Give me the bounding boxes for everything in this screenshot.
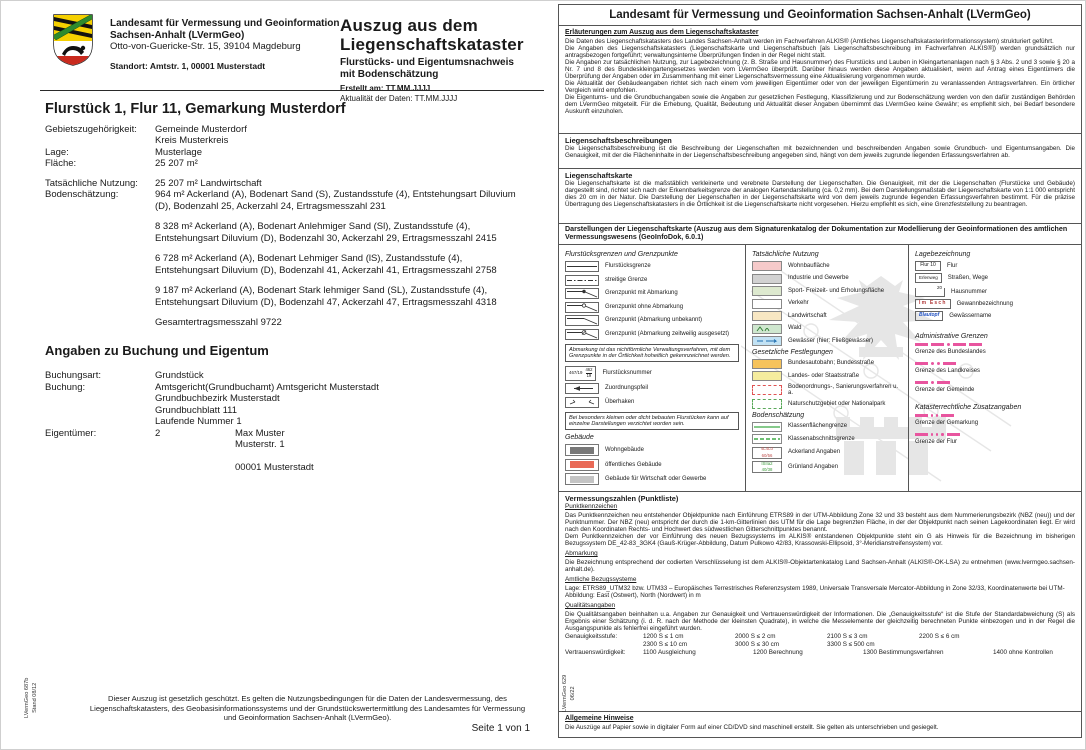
gemeinde-boundary-pattern [915,381,1075,385]
legend-label: Grenze des Bundeslandes [915,348,986,355]
section-liegenschaftsbeschreibungen [558,134,1082,169]
page-number: Seite 1 von 1 [471,723,530,734]
klassenabschnittsgrenze-symbol [752,434,782,444]
section-heading: Darstellungen der Liegenschaftskarte (Auszug aus dem Signaturenkatalog der Dokumentation zur Modellierung der Geoinformationen des amtlichen Vermessungswesens (GeoInfoDok, 6.0.1) [565,225,1068,241]
verkehr-swatch [752,299,782,309]
boundary-point-suspended-symbol [565,329,599,340]
legend-label: Gebäude für Wirtschaft oder Gewerbe [605,476,707,483]
legend-row [565,261,739,272]
legend-row [565,302,739,313]
paragraph: Die Angaben des Liegenschaftskatasters (Liegenschaftskarte und Liegenschaftsbuch [als Liegenschaftsbeschreibung im Fachverfahren ALKIS®]) werden grundsätzlich nur antragsbezogen fortgeführt; verwaltungsinterne Überprüfungen finden in der Regel nicht statt. [565,45,1075,59]
section-erlaeuterungen [558,26,1082,134]
paragraph: Die Eigentums- und die Grundbuchangaben sowie die Angaben zur gesetzlichen Festlegung, Klassifizierung und zur Bodenschätzung werden von den dafür zuständigen Behörden dem LVermGeo mitgeteilt. Für die Erhebung, Qualität, Bedeutung und Aktualität dieser Angaben übernimmt das LVermGeo keine Gewähr; es empfiehlt sich, bei Bedarf besondere Auskunft einzuholen. [565,94,1075,115]
legend-label: Gewannbezeichnung [956,300,1013,307]
field-label: Lage: [45,146,69,158]
gruenland-symbol [752,461,782,473]
paragraph: Die Liegenschaftskarte ist die maßstäblich verkleinerte und verebnete Darstellung der Liegenschaften. Die Genauigkeit, mit der die Liegenschaften (Flurstücke und Gebäude) dargestellt sind, richtet sich nach der Erkennbarkeitsgrenze der analogen Kartendarstellung (ca. 0,2 mm). Bei dem Darstellungsmaßstab der Liegenschaftskarte von 1:1 000 entspricht dies 20 cm in der Natur. Die Darstellung der Liegenschaften in der Liegenschaftskarte wird von dem jeweils zugrunde liegenden Erfassungsverfahren bestimmt. Für die präzise Übertragung des Liegenschaftskatasters in die Örtlichkeit ist die Liegenschaftskarte nicht vorgesehen. Hierzu empfiehlt es sich, eine Grenzfeststellung zu beantragen. [565,180,1075,208]
genauigkeit-row-2 [565,641,1075,648]
legend-row [752,384,902,397]
bodensch-item: 964 m² Ackerland (A), Bodenart Sand (S), Zustandsstufe (4), Entstehungsart Diluvium (D), Bodenzahl 25, Ackerzahl 24, Ertragsmesszahl 231 [155,189,516,212]
legend-label: öffentliches Gebäude [605,461,662,468]
legend-row [565,329,739,340]
flur-boundary-pattern [915,433,1075,437]
legend-label: Hausnummer [951,288,988,295]
paragraph: Die Auszüge auf Papier sowie in digitaler Form auf einer CD/DVD sind maschinell erstellt. Sie gelten als unterschrieben und gesiegelt. [565,724,939,731]
genauigkeit-item: 3000 S ≤ 30 cm [735,641,780,648]
legend-label: Zuordnungspfeil [605,385,649,392]
gruen-line1: lSIIa2 [761,460,773,466]
doc-title-line2: Liegenschaftskataster [340,35,524,54]
paragraph: Die Daten des Liegenschaftskatasters des Landes Sachsen-Anhalt werden im Fachverfahren ALKIS® (Amtliches Liegenschaftskatasterinformationssystem) strukturiert geführt. [565,38,1054,45]
bundesstrasse-swatch [752,359,782,369]
parcel-heading: Flurstück 1, Flur 11, Gemarkung Musterdorf [45,101,346,117]
legend-heading: Tatsächliche Nutzung [752,251,819,258]
paragraph: Dem Punktkennzeichen der vor Einführung des neuen Bezugssystems im ALKIS® entstandenen Objektpunkte steht ein G als Hinweis für die Bezeichnung im bisherigen Bezugssystem DE_42-83_3GK4 (Gauß-Krüger-Abbildung, Datum Pulkowo 42/83, Krassowski-Ellipsoid, 3°-Meridianstreifensystem) vor. [565,533,1075,547]
boundary-point-marked-symbol [565,288,599,299]
wohnbauflaeche-swatch [752,261,782,271]
legend-label: Wald [788,325,802,332]
org-name-line2: Sachsen-Anhalt (LVermGeo) [110,29,245,41]
section-darstellungen-heading [558,224,1082,245]
legend-row [565,275,739,286]
gewaesser-swatch [752,336,782,346]
legend-row [752,336,902,346]
vertrauen-row [565,649,1075,656]
legend-heading: Flurstücksgrenzen und Grenzpunkte [565,251,678,258]
form-code-right [562,675,577,712]
org-name-line1: Landesamt für Vermessung und Geoinformation [110,18,340,29]
legend-row [565,366,739,380]
commercial-building-swatch [565,473,599,485]
legend-row [565,473,739,485]
legend-label: Klassenabschnittsgrenze [788,435,855,442]
legend-label: Wohnbaufläche [788,262,830,269]
paragraph: Die Bezeichnung entsprechend der codierten Verschlüsselung ist dem ALKIS®-Objektartenkatalog Land Sachsen-Anhalt (ALKIS®-OK-LSA) zu entnehmen (www.lvermgeo.sachsen-anhalt.de). [565,559,1075,573]
paragraph: Die Liegenschaftsbeschreibung ist die Beschreibung der Liegenschaften mit bezeichnenden und beschreibenden Angaben sowie Grundbuch- und Eigentumsangaben. Die Genauigkeit, mit der die Flächeninhalte in der Liegenschaftsbeschreibung angegeben sind, hängt von dem jeweils zugrunde liegenden Erfassungsverfahren ab. [565,145,1075,159]
legend-label: Bundesautobahn; Bundesstraße [788,360,875,367]
legend-label: streitige Grenze [605,276,648,283]
frac-bottom: 19 [586,372,592,378]
field-value: Grundstück [155,370,204,381]
explanations-header: Landesamt für Vermessung und Geoinformation Sachsen-Anhalt (LVermGeo) [558,4,1082,26]
buchung-line: Laufende Nummer 1 [155,416,242,427]
legend-row [915,273,1075,283]
form-code-left [24,678,39,718]
field-bodenschaetzung [45,189,523,212]
owner-name: Max Muster [235,427,285,439]
ackerland-symbol [752,447,782,459]
wald-swatch [752,324,782,334]
parcel-content [45,101,523,474]
legend-heading: Bodenschätzung [752,411,805,419]
legend-label: Gewässer (hier: Fließgewässer) [788,337,874,344]
buchung-line: Grundbuchbezirk Musterstadt [155,393,280,404]
field-value: Musterlage [155,146,202,158]
legend-label: Grenzpunkt (Abmarkung zeitweilig ausgesetzt) [605,330,730,337]
header-divider [40,90,544,91]
legend-row [565,315,739,326]
owner-number: 2 [155,427,161,439]
legend-label: Flurstücksnummer [602,370,652,377]
gruen-line2: 40/38 [761,467,773,472]
gemarkung-boundary-pattern [915,414,1075,418]
frac-top: 462 [585,367,593,373]
section-heading: Liegenschaftsbeschreibungen [565,136,672,145]
paragraph: Die Qualitätsangaben beinhalten u.a. Angaben zur Genauigkeit und Vertrauenswürdigkeit der Informationen. Die „Genauigkeitsstufe“ ist die Stufe der Standardabweichung (S) als Ergebnis einer Schätzung (i. d. R. nach der Methode der kleinsten Quadrate), in welche die Messelemente der gleichzeitig berechneten Punkte einbezogen und in der Regel die Ausgangspunkte als fehlerfrei eingeführt wurden. [565,611,1075,632]
legend-col-nutzung [746,245,909,491]
legend-row [752,261,902,271]
gewaessername-symbol: Blautopf [915,311,943,321]
boundary-disputed-symbol [565,275,599,286]
public-building-swatch [565,459,599,471]
legend-heading: Lagebezeichnung [915,251,971,258]
legend-heading: Gesetzliche Festlegungen [752,348,833,356]
industrie-swatch [752,274,782,284]
klassenflaechengrenze-symbol [752,422,782,432]
legend-row [565,444,739,456]
field-label: Gebietszugehörigkeit: [45,123,137,135]
legend-row [752,311,902,321]
genauigkeit-item: 3300 S ≤ 500 cm [827,641,875,648]
vertrauen-item: 1400 ohne Kontrollen [993,649,1053,656]
legend-row [565,459,739,471]
paragraph: Das Punktkennzeichen neu entstehender Objektpunkte nach Einführung ETRS89 in der UTM-Abbildung Zone 32 und 33 besteht aus dem Nummerierungsbezirk (NBZ (neu)) und der Punktnummer. Der NBZ (neu) entspricht der durch die 1-km-Gitterlinien des UTM für die Lage begrenzten Fläche, in der der Objektpunkt nach seinen Lagekoordinaten liegt. Er wird nach den Koordinaten Rechts- und Hochwert des südwestlichen Gitterschnittpunktes benannt. [565,512,1075,533]
genauigkeit-row-1 [565,633,1075,640]
legend-label: Flur [947,262,958,269]
data-currency-date: Aktualität der Daten: TT.MM.JJJJ [340,93,458,103]
boundary-pattern-group [915,414,1075,446]
vertrauen-label: Vertrauenswürdigkeit: [565,649,626,656]
bodensch-total: Gesamtertragsmesszahl 9722 [155,317,282,328]
sport-swatch [752,286,782,296]
legend-heading: Administrative Grenzen [915,332,988,340]
legend-row [752,324,902,334]
owner-city: 00001 Musterstadt [235,462,314,473]
legend-label: Industrie und Gewerbe [788,275,849,282]
parcel-number-b [585,368,592,378]
section-liegenschaftskarte [558,169,1082,224]
acker-line1: sL4Lö [761,446,773,451]
field-label: Buchungsart: [45,370,101,381]
legend-col-lage [909,245,1081,491]
field-label: Bodenschätzung: [45,189,119,200]
field-buchungsart [45,370,523,382]
bundesland-boundary-pattern [915,343,1075,347]
section-allgemeine-hinweise [558,712,1082,738]
legend-row [752,274,902,284]
legend-label: Flurstücksgrenze [605,263,651,270]
flur-symbol: Flur 10 [915,261,941,271]
genauigkeit-item: 2200 S ≤ 6 cm [919,633,960,640]
legend-row [915,311,1075,321]
legend-label: Grenze der Gemarkung [915,419,979,426]
field-lage [45,147,523,159]
bodensch-item: 6 728 m² Ackerland (A), Bodenart Lehmiger Sand (lS), Zustandsstufe (4), Entstehungsart Diluvium (D), Bodenzahl 41, Ackerzahl 41, Ertragsmesszahl 2758 [155,253,497,276]
form-code-line: 06/22 [569,686,576,701]
legend-label: Straßen, Wege [947,274,989,281]
legend-label: Verkehr [788,300,809,307]
genauigkeit-item: 2100 S ≤ 3 cm [827,633,868,640]
created-date: Erstellt am: TT.MM.JJJJ [340,84,431,93]
paragraph: Lage: ETRS89_UTM32 bzw. UTM33 – Europäisches Terrestrisches Referenzsystem 1989, Universale Transversale Mercator-Abbildung in Zone 32/33, Koordinatenwerte bei UTM-Abbildung: East (Ostwert), North (Nordwert) in m [565,585,1065,599]
genauigkeit-label: Genauigkeitsstufe: [565,633,618,640]
field-gebiet [45,124,523,147]
field-flaeche [45,158,523,170]
doc-title-line1: Auszug aus dem [340,16,478,35]
buchung-line: Grundbuchblatt 111 [155,404,238,416]
field-label: Eigentümer: [45,427,97,439]
legend-label: Grenzpunkt ohne Abmarkung [605,303,684,310]
legend-row [915,299,1075,309]
legend-label: Landes- oder Staatsstraße [788,372,860,379]
org-address: Otto-von-Guericke-Str. 15, 39104 Magdeburg [110,41,301,52]
sub-heading: Amtliche Bezugssysteme [565,576,637,583]
legend-row [752,422,902,432]
legend-label: Grenzpunkt mit Abmarkung [605,290,678,297]
ueberhaken-symbol [565,397,599,408]
landwirtschaft-swatch [752,311,782,321]
section-heading: Erläuterungen zum Auszug aus dem Liegenschaftskataster [565,29,759,36]
legend-label: Wohngebäude [605,447,644,454]
owner-street: Musterstr. 1 [235,439,285,450]
legend-label: Grünland Angaben [788,463,839,470]
boundary-point-unknown-symbol [565,315,599,326]
section-heading: Vermessungszahlen (Punktliste) [565,494,679,503]
paragraph: Die Angaben zur tatsächlichen Nutzung, zur Lagebezeichnung (z. B. Straße und Hausnummer) des Flurstücks und Lauben in Kleingartenanlagen nach § 3 Abs. 2 und 3 sowie § 20 a Nr. 7 und 8 des Bundeskleingartengesetzes werden vom LVermGeo überprüft. Darüber hinaus werden diese Angaben aktualisiert, wenn auf Antrag eines Eigentümers die Überprüfung der Angaben oder im Zusammenhang mit einer Liegenschaftsvermessung eine Aktualisierung vorgenommen wurde. [565,59,1075,80]
section-vermessungszahlen [558,492,1082,712]
legend-label: Grenzpunkt (Abmarkung unbekannt) [605,317,703,324]
legend-row [752,359,902,369]
boundary-solid-symbol [565,261,599,272]
genauigkeit-item: 2300 S ≤ 10 cm [643,641,688,648]
legend-row [752,461,902,473]
field-label: Buchung: [45,381,86,393]
legend-label: Bodenordnungs-, Sanierungsverfahren u. a. [788,383,899,396]
zuordnungspfeil-symbol [565,383,599,394]
legend-label: Grenze des Landkreises [915,367,981,374]
section-heading: Allgemeine Hinweise [565,715,634,722]
legend-row [752,299,902,309]
form-code-line: LVermGeo 629 [562,674,568,712]
sub-heading: Qualitätsangaben [565,602,616,609]
page-2 [558,4,1082,738]
booking-heading: Angaben zu Buchung und Eigentum [45,342,269,358]
boundary-point-unmarked-symbol [565,302,599,313]
section-heading: Liegenschaftskarte [565,171,633,180]
field-value: Gemeinde Musterdorf [155,123,247,135]
protection-note: Dieser Auszug ist gesetzlich geschützt. Es gelten die Nutzungsbedingungen für die Daten der Landesvermessung, des Liegenschaftskatasters, des Geobasisinformationssystems und der Grundstückswertermittlung des Landesamtes für Vermessung und Geoinformation Sachsen-Anhalt (LVermGeo). [89,694,526,722]
field-nutzung [45,178,523,190]
field-value: 25 207 m² [155,158,198,169]
staatsstrasse-swatch [752,371,782,381]
legend-label: Gewässername [949,312,992,319]
hausnummer-value: 20 [936,284,942,290]
legend-row [752,399,902,409]
field-value: 25 207 m² Landwirtschaft [155,177,262,189]
legend-row [915,284,1075,297]
legend-label: Grenze der Flur [915,438,958,445]
legend-row [752,434,902,444]
field-buchung [45,382,523,428]
genauigkeit-item: 2000 S ≤ 2 cm [735,633,776,640]
landkreis-boundary-pattern [915,362,1075,366]
vertrauen-item: 1300 Bestimmungsverfahren [863,649,944,656]
legend-row [915,261,1075,271]
sender-address-block [110,18,339,72]
gewann-symbol: Im Esch [915,299,951,309]
doc-subtitle-line1: Flurstücks- und Eigentumsnachweis [340,57,514,68]
legend-row [565,383,739,394]
sub-heading: Punktkennzeichen [565,503,618,510]
form-code-line: LVermGeo 687b [24,677,30,718]
legend-label: Überhaken [605,398,635,405]
legend-row [565,397,739,408]
legend-heading: Katasterrechtliche Zusatzangaben [915,403,1022,411]
bodenordnung-swatch [752,385,782,395]
residential-building-swatch [565,444,599,456]
legend-heading: Gebäude [565,434,594,442]
naturschutz-swatch [752,399,782,409]
legend-label: Ackerland Angaben [788,449,841,456]
legend-label: Sport- Freizeit- und Erholungsfläche [788,287,885,294]
legend-label: Grenze der Gemeinde [915,386,975,393]
parcel-number-symbol [565,366,596,380]
acker-line2: 60/56 [761,452,773,458]
coat-of-arms-logo [52,14,94,66]
doc-subtitle-line2: mit Bodenschätzung [340,68,439,80]
legend-col-grenzen [559,245,746,491]
parcel-number-a: 467/19 [569,370,583,376]
genauigkeit-item: 1200 S ≤ 1 cm [643,633,684,640]
legend-label: Landwirtschaft [788,312,827,319]
buchung-line: Amtsgericht(Grundbuchamt) Amtsgericht Musterstadt [155,381,379,393]
strasse-symbol: Erlenweg [915,273,942,283]
legend-label: Klassenflächengrenze [788,423,848,430]
vertrauen-item: 1100 Ausgleichung [643,649,696,656]
bodensch-item: 9 187 m² Ackerland (A), Bodenart Stark lehmiger Sand (SL), Zustandsstufe (4), Entstehungsart Diluvium (D), Bodenzahl 47, Ackerzahl 47, Ertragsmesszahl 4318 [155,285,497,308]
hausnummer-symbol [915,284,945,297]
boundary-pattern-group [915,343,1075,394]
legend-row [752,371,902,381]
paragraph: Die Aktualität der Gebäudeangaben richtet sich nach einem vom jeweiligen Eigentümer oder von der jeweiligen Eigentümerin zu veranlassenden Antragsverfahren. Ein örtlicher Vergleich wird empfohlen. [565,80,1075,94]
legend-row [752,286,902,296]
sub-heading: Abmarkung [565,550,598,557]
legend-label: Naturschutzgebiet oder Nationalpark [788,400,886,407]
org-standort: Standort: Amtstr. 1, 00001 Musterstadt [110,60,266,71]
bodensch-item: 8 328 m² Ackerland (A), Bodenart Anlehmiger Sand (Sl), Zustandsstufe (4), Entstehungsart Diluvium (D), Bodenzahl 30, Ackerzahl 29, Ertragsmesszahl 2415 [155,221,497,244]
legend-row [752,447,902,459]
field-value: Kreis Musterkreis [155,135,229,146]
vertrauen-item: 1200 Berechnung [753,649,803,656]
legend [558,245,1082,492]
abmarkung-note: Abmarkung ist das nichtförmliche Verwaltungsverfahren, mit dem Grenzpunkte in der Örtlichkeit hoheitlich gekennzeichnet werden. [565,344,739,363]
legend-row [565,288,739,299]
form-code-line: Stand 08/12 [31,682,38,713]
field-label: Fläche: [45,158,77,169]
field-label: Tatsächliche Nutzung: [45,177,138,189]
small-parcels-note: Bei besonders kleinen oder dicht bebauten Flurstücken kann auf einzelne Darstellungen verzichtet worden sein. [565,412,739,431]
field-eigentuemer [45,428,523,474]
